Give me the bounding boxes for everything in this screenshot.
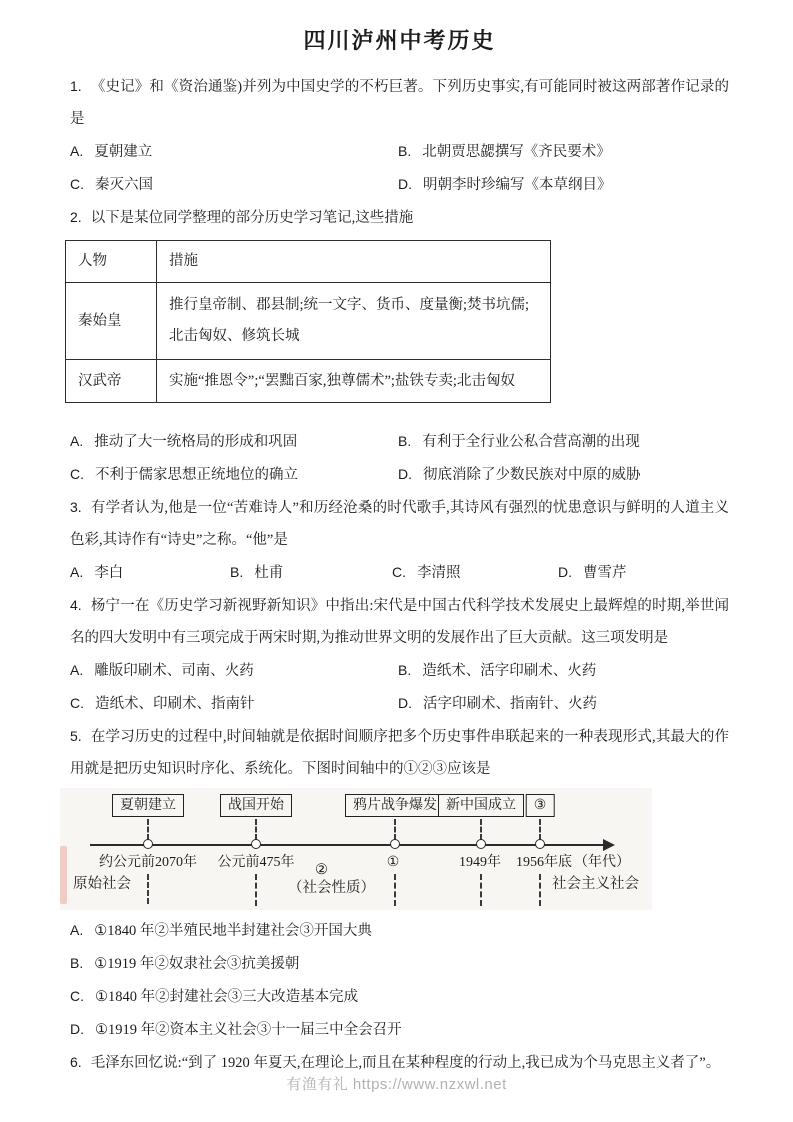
timeline-point (143, 839, 153, 849)
option-4a-text: 雕版印刷术、司南、火药 (94, 663, 254, 679)
timeline-figure (60, 788, 652, 910)
option-5a-text: ①1840 年②半殖民地半封建社会③开国大典 (94, 923, 372, 939)
timeline-point (251, 839, 261, 849)
option-1c (70, 168, 398, 201)
option-4d-text: 活字印刷术、指南针、火药 (423, 696, 597, 712)
table-row (66, 283, 551, 360)
option-5c-label: C. (70, 988, 84, 1004)
option-1c-label: C. (70, 176, 84, 192)
option-3b-text: 杜甫 (254, 565, 284, 581)
scan-artifact (60, 846, 67, 904)
option-1a (70, 135, 398, 168)
timeline-mid-label: （社会性质） (288, 880, 375, 896)
timeline-connector (539, 819, 541, 840)
question-5-text (70, 720, 729, 785)
option-4a (70, 654, 398, 687)
question-5-stem: 在学习历史的过程中,时间轴就是依据时间顺序把多个历史事件串联起来的一种表现形式,其最大的作用就是把历史知识时序化、系统化。下图时间轴中的①②③应该是 (70, 729, 729, 777)
table-row (66, 360, 551, 403)
table-cell-person: 秦始皇 (66, 283, 157, 360)
question-1-text (70, 70, 729, 135)
timeline-left-label: 原始社会 (73, 876, 131, 892)
question-2-options (70, 425, 729, 491)
question-6-stem: 毛泽东回忆说:“到了 1920 年夏天,在理论上,而且在某种程度的行动上,我已成为个马克思主义者了”。 (90, 1055, 721, 1071)
option-1d (398, 168, 729, 201)
table-header-person: 人物 (66, 241, 157, 283)
question-1 (70, 70, 729, 201)
question-4 (70, 589, 729, 720)
option-4c (70, 687, 398, 720)
question-5-number: 5. (70, 728, 82, 744)
spacer (70, 403, 729, 425)
option-1a-text: 夏朝建立 (94, 144, 153, 160)
timeline-connector (147, 819, 149, 840)
option-2a (70, 425, 398, 458)
option-3c-label: C. (392, 564, 406, 580)
option-5b-text: ①1919 年②奴隶社会③抗美援朝 (94, 956, 300, 972)
question-5-options (70, 914, 729, 1046)
table-header-measures: 措施 (157, 241, 551, 283)
option-1b-text: 北朝贾思勰撰写《齐民要术》 (422, 144, 611, 160)
option-2d (398, 458, 729, 491)
timeline-date-label: 约公元前2070年 (99, 855, 197, 870)
option-1b (398, 135, 729, 168)
option-3c (392, 556, 558, 589)
option-2b (398, 425, 729, 458)
option-1a-label: A. (70, 143, 84, 159)
option-4b-text: 造纸术、活字印刷术、火药 (422, 663, 597, 679)
question-4-stem: 杨宁一在《历史学习新视野新知识》中指出:宋代是中国古代科学技术发展史上最辉煌的时期,举世闻名的四大发明中有三项完成于两宋时期,为推动世界文明的发展作出了巨大贡献。这三项发明是 (70, 598, 729, 646)
timeline-date-label: 公元前475年 (217, 855, 295, 870)
timeline-right-label: 社会主义社会 (552, 876, 639, 892)
option-3b (230, 556, 392, 589)
timeline-point (476, 839, 486, 849)
option-5c-text: ①1840 年②封建社会③三大改造基本完成 (95, 989, 359, 1005)
option-2b-text: 有利于全行业公私合营高潮的出现 (422, 434, 640, 450)
history-notes-table (65, 240, 551, 403)
option-5a-label: A. (70, 922, 84, 938)
table-cell-measures: 推行皇帝制、郡县制;统一文字、货币、度量衡;焚书坑儒;北击匈奴、修筑长城 (157, 283, 551, 360)
option-3a (70, 556, 230, 589)
option-5a (70, 914, 729, 947)
option-2a-text: 推动了大一统格局的形成和巩固 (94, 434, 298, 450)
question-3-text (70, 491, 729, 556)
timeline-dashed-drop (394, 874, 396, 906)
option-3a-label: A. (70, 564, 84, 580)
option-5b (70, 947, 729, 980)
question-1-number: 1. (70, 78, 82, 94)
question-3-stem: 有学者认为,他是一位“苦难诗人”和历经沧桑的时代歌手,其诗风有强烈的忧患意识与鲜明的人道主义色彩,其诗作有“诗史”之称。“他”是 (70, 500, 729, 548)
option-2b-label: B. (398, 433, 412, 449)
option-2c-text: 不利于儒家思想正统地位的确立 (95, 467, 298, 483)
option-2a-label: A. (70, 433, 84, 449)
table-cell-measures: 实施“推恩令”;“罢黜百家,独尊儒术”;盐铁专卖;北击匈奴 (157, 360, 551, 403)
option-3c-text: 李清照 (417, 565, 461, 581)
timeline-event-box: ③ (526, 794, 555, 817)
question-2-stem: 以下是某位同学整理的部分历史学习笔记,这些措施 (90, 210, 414, 226)
option-3a-text: 李白 (94, 565, 124, 581)
timeline-date-label: ① (386, 855, 400, 870)
question-2-number: 2. (70, 209, 82, 225)
option-4d (398, 687, 729, 720)
option-1b-label: B. (398, 143, 412, 159)
timeline-axis-unit: （年代） (574, 855, 630, 870)
option-3d-label: D. (558, 564, 572, 580)
question-1-options (70, 135, 729, 201)
table-header-row (66, 241, 551, 283)
question-1-stem: 《史记》和《资治通鉴)并列为中国史学的不朽巨著。下列历史事实,有可能同时被这两部著作记录的是 (70, 79, 729, 127)
option-4c-label: C. (70, 695, 84, 711)
option-5d (70, 1013, 729, 1046)
timeline-point (390, 839, 400, 849)
timeline-event-box: 新中国成立 (438, 794, 524, 817)
question-3 (70, 491, 729, 589)
timeline-mid-circle: ② (315, 862, 328, 878)
question-5 (70, 720, 729, 1046)
option-1c-text: 秦灭六国 (95, 177, 153, 193)
timeline-point (535, 839, 545, 849)
option-4d-label: D. (398, 695, 412, 711)
page-title: 四川泸州中考历史 (303, 28, 496, 53)
question-4-text (70, 589, 729, 654)
option-2c (70, 458, 398, 491)
timeline-dashed-drop (539, 874, 541, 906)
timeline-event-box: 战国开始 (220, 794, 292, 817)
timeline-connector (394, 819, 396, 840)
question-4-options (70, 654, 729, 720)
option-5c (70, 980, 729, 1013)
timeline-dashed-drop (255, 874, 257, 906)
option-1d-label: D. (398, 176, 412, 192)
option-4a-label: A. (70, 662, 84, 678)
table-cell-person: 汉武帝 (66, 360, 157, 403)
option-5b-label: B. (70, 955, 84, 971)
question-3-number: 3. (70, 499, 82, 515)
option-5d-label: D. (70, 1021, 84, 1037)
option-3b-label: B. (230, 564, 244, 580)
option-1d-text: 明朝李时珍编写《本草纲目》 (423, 177, 612, 193)
watermark-footer: 有渔有礼 https://www.nzxwl.net (286, 1076, 507, 1093)
option-2d-label: D. (398, 466, 412, 482)
option-4b-label: B. (398, 662, 412, 678)
option-2d-text: 彻底消除了少数民族对中原的威胁 (423, 467, 641, 483)
option-4b (398, 654, 729, 687)
timeline-date-label: 1949年 (459, 855, 501, 870)
question-2-text (70, 201, 729, 234)
timeline-date-label: 1956年底 (516, 855, 572, 870)
question-3-options (70, 556, 729, 589)
question-2 (70, 201, 729, 491)
option-4c-text: 造纸术、印刷术、指南针 (95, 696, 255, 712)
question-4-number: 4. (70, 597, 82, 613)
timeline-event-box: 夏朝建立 (112, 794, 184, 817)
timeline-dashed-drop (147, 874, 149, 904)
timeline-axis (90, 844, 604, 846)
option-3d (558, 556, 729, 589)
option-2c-label: C. (70, 466, 84, 482)
timeline-dashed-drop (480, 874, 482, 906)
timeline-connector (255, 819, 257, 840)
option-3d-text: 曹雪芹 (583, 565, 627, 581)
timeline-event-box: 鸦片战争爆发 (345, 794, 445, 817)
question-6-number: 6. (70, 1054, 82, 1070)
option-5d-text: ①1919 年②资本主义社会③十一届三中全会召开 (95, 1022, 402, 1038)
timeline-connector (480, 819, 482, 840)
